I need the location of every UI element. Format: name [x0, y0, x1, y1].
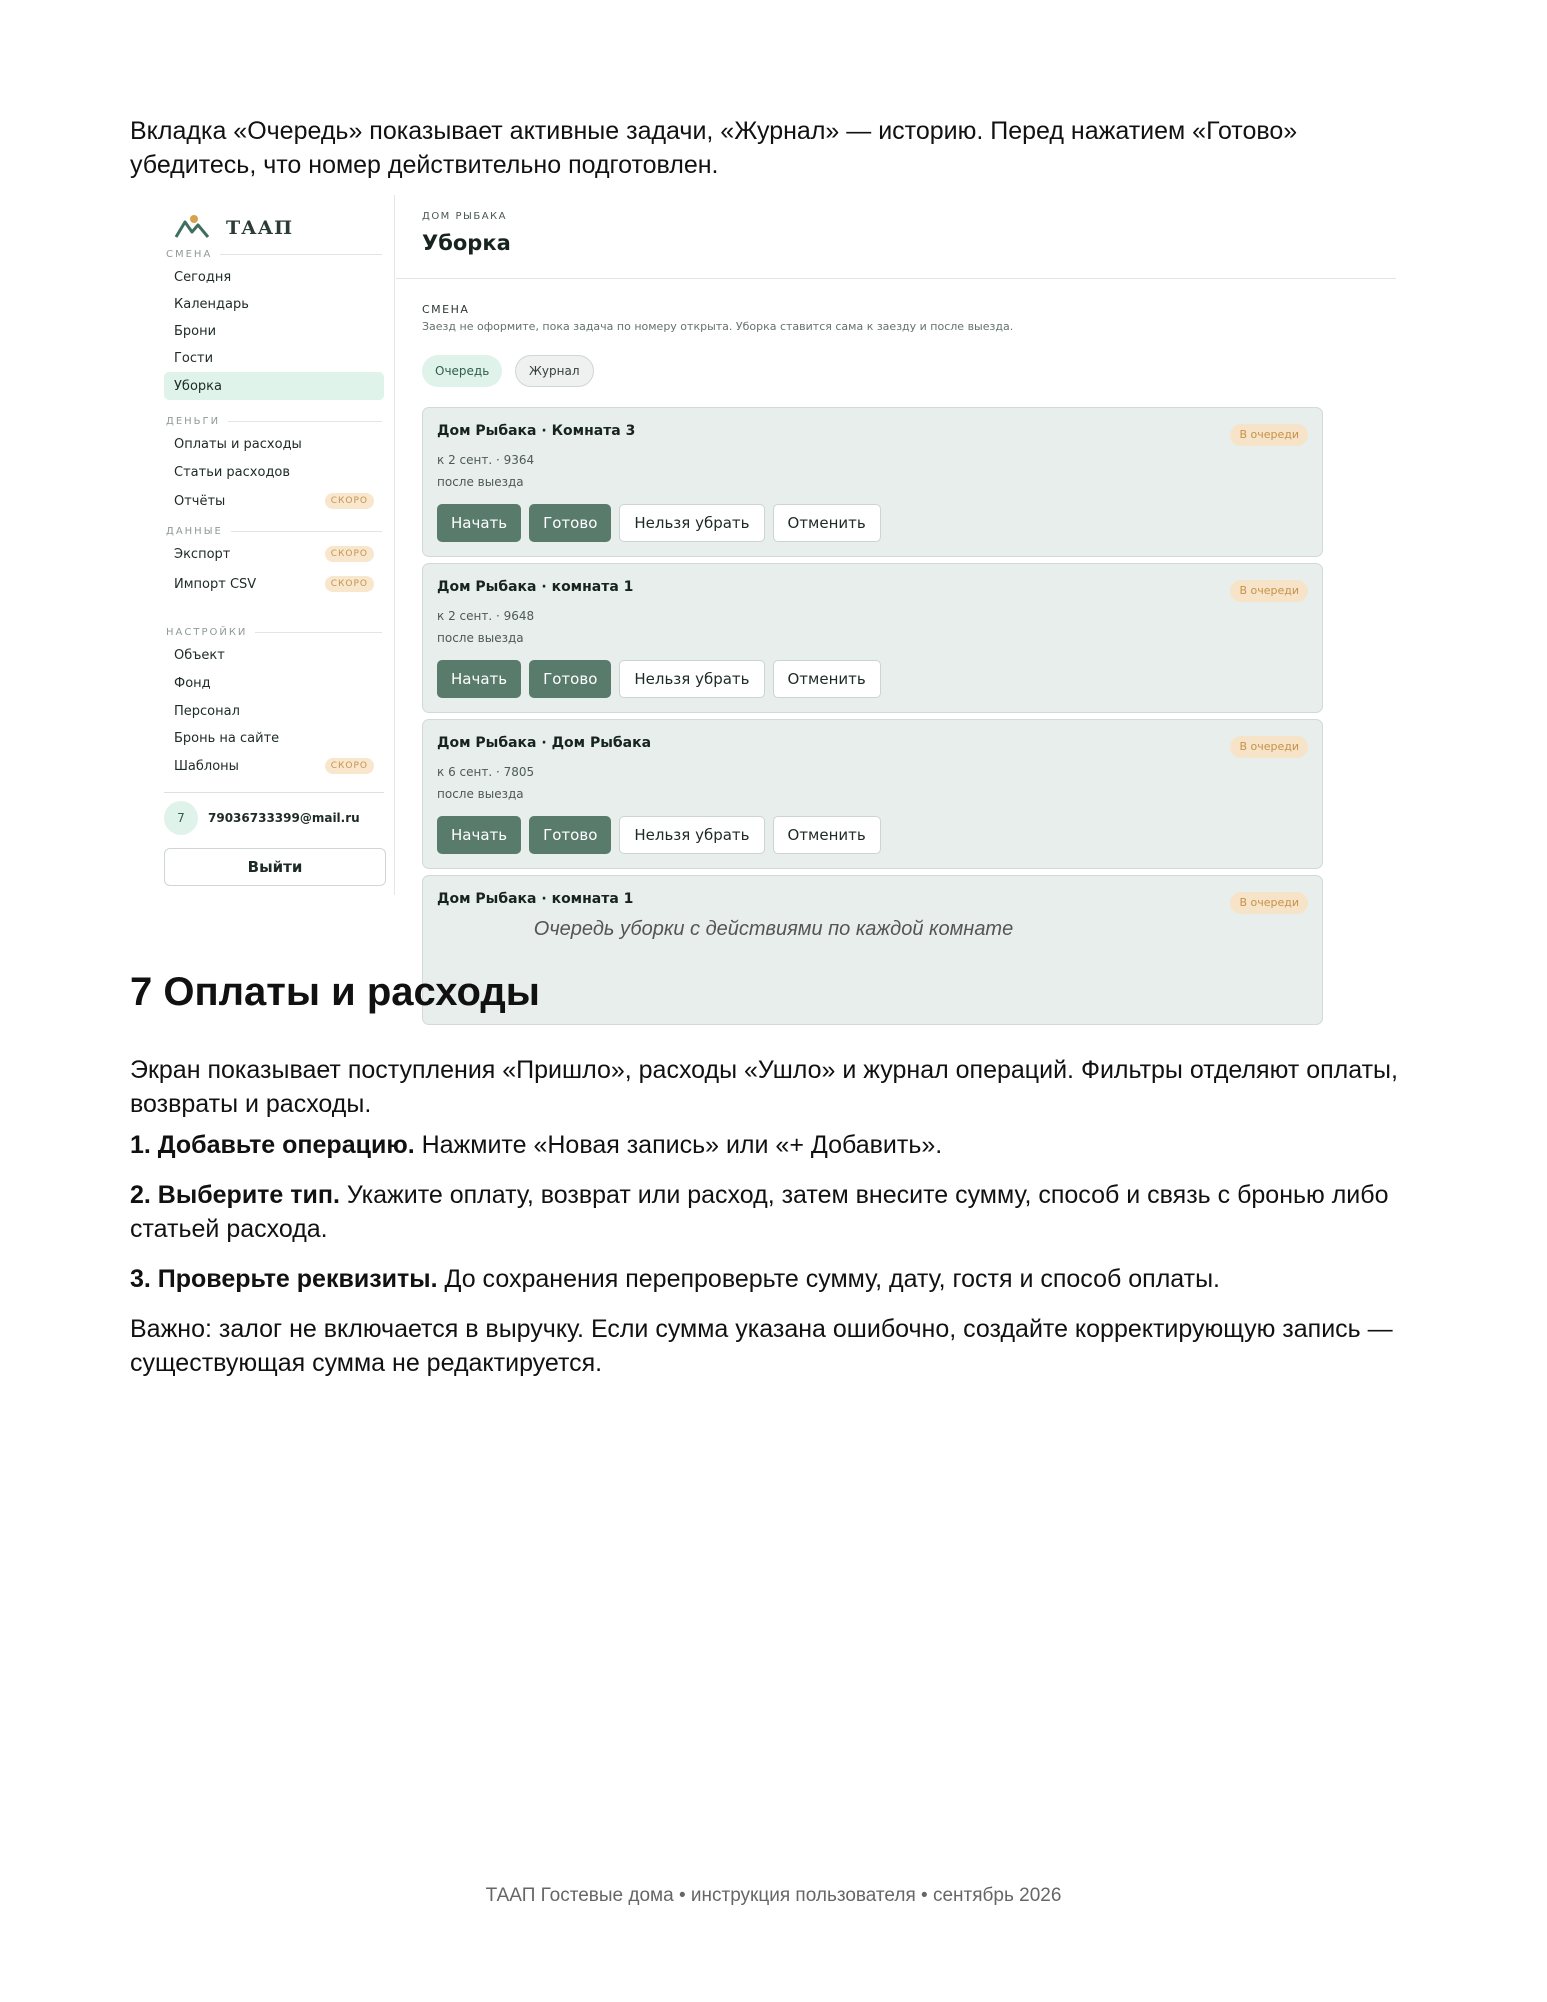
important-note: Важно: залог не включается в выручку. Если сумма указана ошибочно, создайте корректирующую запись — существующая сумма не редактируется. [130, 1315, 1393, 1377]
step-1-lead: 1. Добавьте операцию. [130, 1131, 415, 1159]
sidebar-item[interactable] [164, 540, 384, 568]
sidebar-item[interactable] [164, 697, 384, 725]
mountain-sun-logo-icon [174, 213, 210, 243]
done-button[interactable]: Готово [529, 660, 611, 698]
step-2-text: Укажите оплату, возврат или расход, затем внесите сумму, способ и связь с бронью либо статьей расхода. [130, 1181, 1389, 1243]
tab-queue[interactable]: Очередь [422, 355, 502, 387]
page-title: Уборка [422, 231, 511, 255]
step-3-text: До сохранения перепроверьте сумму, дату, гостя и способ оплаты. [437, 1265, 1221, 1293]
cleaning-queue-screenshot [160, 195, 1400, 909]
sidebar-item[interactable] [164, 430, 384, 458]
sidebar-section-title: ДАННЫЕ [166, 525, 223, 537]
sidebar-item-label: Экспорт [174, 546, 231, 562]
task-card [422, 719, 1323, 869]
sidebar-divider [164, 792, 384, 793]
task-due: к 2 сент. · 9648 [437, 609, 535, 623]
sidebar-item-label: Объект [174, 647, 225, 663]
sidebar-section-label [166, 625, 382, 639]
sidebar-item-label: Фонд [174, 675, 211, 691]
step-2 [130, 1178, 1420, 1246]
sidebar-item[interactable] [164, 570, 384, 598]
cannot-clean-button[interactable]: Нельзя убрать [619, 660, 764, 698]
sidebar-section-label [166, 247, 382, 261]
cannot-clean-button[interactable]: Нельзя убрать [619, 504, 764, 542]
sidebar-item[interactable] [164, 752, 384, 780]
task-card [422, 407, 1323, 557]
page-footer: ТААП Гостевые дома • инструкция пользователя • сентябрь 2026 [485, 1885, 1062, 1906]
start-button[interactable]: Начать [437, 660, 521, 698]
sidebar-item[interactable] [164, 263, 384, 291]
main-panel [396, 195, 1400, 909]
user-profile[interactable] [164, 801, 360, 835]
sidebar-item[interactable] [164, 317, 384, 345]
task-due: к 6 сент. · 7805 [437, 765, 535, 779]
task-title: Дом Рыбака · Комната 3 [437, 423, 636, 439]
step-1-text: Нажмите «Новая запись» или «+ Добавить». [414, 1131, 943, 1159]
sidebar-section-label [166, 414, 382, 428]
coming-soon-badge: СКОРО [325, 576, 374, 592]
task-card [422, 563, 1323, 713]
task-title: Дом Рыбака · Дом Рыбака [437, 735, 652, 751]
sidebar-item[interactable] [164, 724, 384, 752]
intro-paragraph: Вкладка «Очередь» показывает активные задачи, «Журнал» — историю. Перед нажатием «Готово» убедитесь, что номер действительно подготовлен. [130, 117, 1298, 179]
property-name: ДОМ РЫБАКА [422, 211, 507, 222]
sidebar-section-title: ДЕНЬГИ [166, 415, 221, 427]
section-note: Заезд не оформите, пока задача по номеру открыта. Уборка ставится сама к заезду и после выезда. [422, 320, 1014, 333]
step-3 [130, 1262, 1420, 1296]
user-email: 79036733399@mail.ru [208, 811, 360, 825]
sidebar-item[interactable] [164, 669, 384, 697]
coming-soon-badge: СКОРО [325, 493, 374, 509]
task-title: Дом Рыбака · комната 1 [437, 579, 634, 595]
step-1 [130, 1128, 1420, 1162]
start-button[interactable]: Начать [437, 504, 521, 542]
task-actions [437, 816, 881, 854]
sidebar-item-label: Импорт CSV [174, 576, 257, 592]
sidebar-item-label: Уборка [174, 378, 222, 394]
cancel-button[interactable]: Отменить [773, 816, 881, 854]
sidebar [160, 195, 395, 895]
step-2-lead: 2. Выберите тип. [130, 1181, 340, 1209]
cancel-button[interactable]: Отменить [773, 504, 881, 542]
sidebar-item-label: Сегодня [174, 269, 232, 285]
brand[interactable] [174, 213, 293, 243]
sidebar-item-label: Шаблоны [174, 758, 239, 774]
task-actions [437, 504, 881, 542]
sidebar-section-title: НАСТРОЙКИ [166, 626, 248, 638]
logout-button[interactable]: Выйти [164, 848, 386, 886]
sidebar-item-label: Гости [174, 350, 214, 366]
figure-caption: Очередь уборки с действиями по каждой комнате [533, 918, 1014, 940]
brand-name: ТААП [226, 217, 294, 239]
sidebar-section-title: СМЕНА [166, 248, 213, 260]
cannot-clean-button[interactable]: Нельзя убрать [619, 816, 764, 854]
header-divider [396, 278, 1396, 279]
tab-log[interactable]: Журнал [515, 355, 594, 387]
task-reason: после выезда [437, 631, 524, 645]
section-heading: 7 Оплаты и расходы [130, 970, 540, 1014]
task-actions [437, 660, 881, 698]
avatar: 7 [164, 801, 198, 835]
task-due: к 2 сент. · 9364 [437, 453, 535, 467]
sidebar-item[interactable] [164, 290, 384, 318]
task-title: Дом Рыбака · комната 1 [437, 891, 634, 907]
task-card [422, 875, 1323, 1025]
cancel-button[interactable]: Отменить [773, 660, 881, 698]
coming-soon-badge: СКОРО [325, 546, 374, 562]
sidebar-item-label: Брони [174, 323, 217, 339]
sidebar-item[interactable] [164, 372, 384, 400]
sidebar-item-label: Календарь [174, 296, 249, 312]
section-label: СМЕНА [422, 303, 470, 316]
sidebar-item-label: Статьи расходов [174, 464, 291, 480]
done-button[interactable]: Готово [529, 816, 611, 854]
sidebar-section-label [166, 524, 382, 538]
task-reason: после выезда [437, 787, 524, 801]
coming-soon-badge: СКОРО [325, 758, 374, 774]
task-reason: после выезда [437, 475, 524, 489]
sidebar-item-label: Оплаты и расходы [174, 436, 302, 452]
sidebar-item[interactable] [164, 487, 384, 515]
sidebar-item-label: Отчёты [174, 493, 226, 509]
step-3-lead: 3. Проверьте реквизиты. [130, 1265, 438, 1293]
status-badge: В очереди [1230, 580, 1308, 602]
status-badge: В очереди [1230, 424, 1308, 446]
start-button[interactable]: Начать [437, 816, 521, 854]
sidebar-item[interactable] [164, 458, 384, 486]
sidebar-item[interactable] [164, 344, 384, 372]
sidebar-item-label: Бронь на сайте [174, 730, 280, 746]
section-intro: Экран показывает поступления «Пришло», расходы «Ушло» и журнал операций. Фильтры отделяют оплаты, возвраты и расходы. [130, 1056, 1398, 1118]
sidebar-item-label: Персонал [174, 703, 240, 719]
status-badge: В очереди [1230, 736, 1308, 758]
done-button[interactable]: Готово [529, 504, 611, 542]
sidebar-item[interactable] [164, 641, 384, 669]
status-badge: В очереди [1230, 892, 1308, 914]
